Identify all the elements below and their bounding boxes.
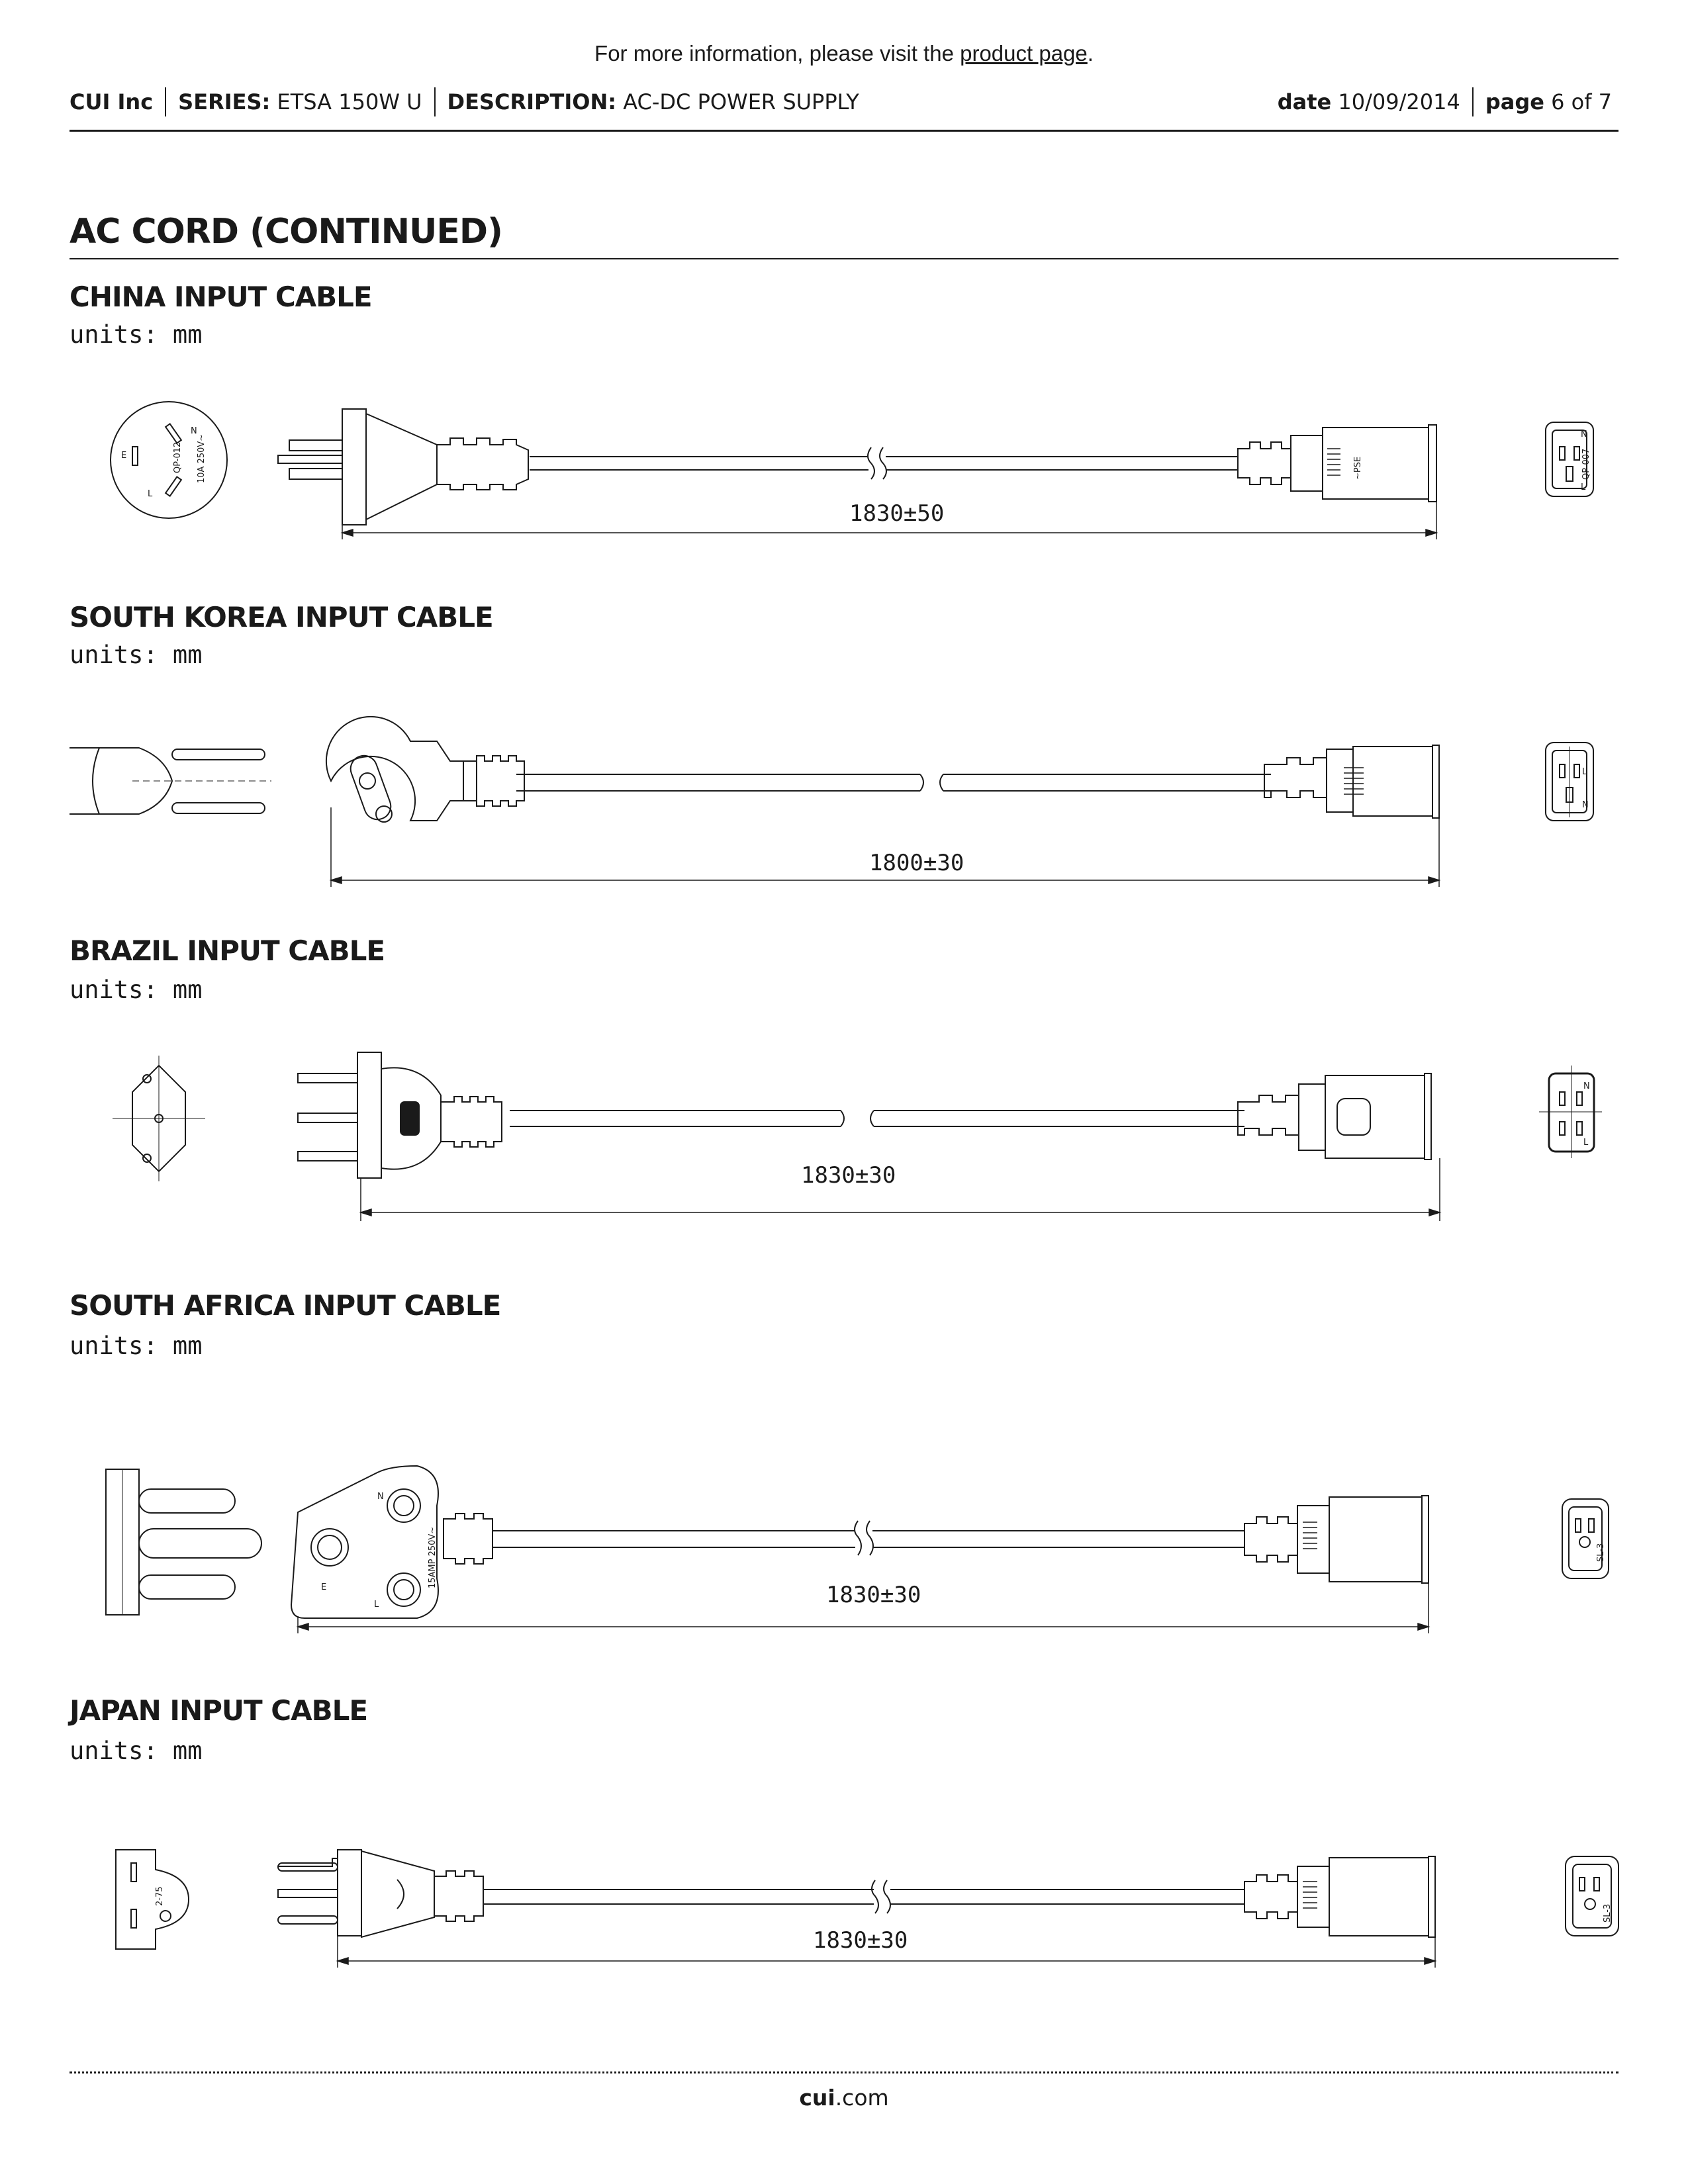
china-face-label-e: E	[121, 451, 127, 461]
south-africa-cord	[493, 1521, 1244, 1555]
china-face-label-n: N	[191, 426, 197, 436]
japan-cable-title: JAPAN INPUT CABLE	[70, 1694, 368, 1727]
brazil-iec-connector	[1238, 1073, 1431, 1160]
japan-cable-drawing	[0, 1823, 1688, 1995]
china-conn-label-n: N	[1581, 430, 1587, 439]
top-note	[0, 41, 1688, 66]
brazil-dimension: 1830±30	[801, 1162, 896, 1189]
south-africa-units: units: mm	[70, 1332, 203, 1360]
header-divider	[434, 87, 436, 116]
sa-face-label-e: E	[321, 1582, 327, 1592]
south-africa-iec-connector	[1244, 1496, 1429, 1583]
china-conn-label-model: QP-007	[1581, 448, 1591, 480]
korea-units: units: mm	[70, 641, 203, 669]
japan-face-label: 2-75	[155, 1886, 165, 1906]
description-label: DESCRIPTION:	[447, 89, 617, 114]
header-divider	[1472, 87, 1474, 116]
product-page-link[interactable]: product page	[960, 41, 1088, 66]
korea-connector-face	[1546, 743, 1593, 821]
china-cable-drawing	[0, 384, 1688, 556]
korea-plug-body	[326, 717, 524, 823]
south-africa-connector-face	[1562, 1499, 1609, 1578]
japan-plug-face	[116, 1850, 189, 1949]
china-plug-face	[111, 402, 227, 518]
footer	[0, 2085, 1688, 2111]
brazil-conn-label-l: L	[1583, 1138, 1589, 1148]
section-rule	[70, 258, 1618, 259]
china-face-label-model: QP-012	[173, 441, 183, 473]
south-africa-plug-body	[291, 1466, 492, 1618]
japan-cord	[483, 1880, 1244, 1913]
sa-face-label-n: N	[377, 1492, 384, 1502]
date-value: 10/09/2014	[1338, 89, 1460, 114]
japan-plug-body	[278, 1850, 483, 1937]
korea-cable-drawing	[0, 708, 1688, 893]
china-iec-connector	[1238, 425, 1436, 502]
japan-iec-connector	[1244, 1856, 1435, 1937]
china-face-label-l: L	[148, 489, 153, 499]
brazil-dimension-line	[361, 1158, 1440, 1221]
header-divider	[165, 87, 166, 116]
footer-suffix: .com	[835, 2085, 889, 2111]
japan-connector-face	[1566, 1856, 1618, 1936]
description-value: AC-DC POWER SUPPLY	[623, 89, 859, 114]
brazil-units: units: mm	[70, 976, 203, 1004]
sa-conn-label: SL-3	[1596, 1543, 1606, 1562]
south-africa-cable-title: SOUTH AFRICA INPUT CABLE	[70, 1289, 501, 1322]
header-rule	[70, 130, 1618, 132]
page-label: page	[1485, 89, 1544, 114]
brazil-connector-face	[1539, 1066, 1602, 1158]
japan-conn-label: SL-3	[1603, 1903, 1613, 1923]
footer-brand: cui	[799, 2085, 835, 2111]
brazil-cable-drawing	[0, 1039, 1688, 1231]
page-header	[70, 87, 1618, 126]
japan-units: units: mm	[70, 1737, 203, 1765]
section-title: AC CORD (CONTINUED)	[70, 212, 502, 251]
brazil-cord	[510, 1111, 1244, 1126]
sa-face-label-l: L	[374, 1600, 379, 1610]
brazil-plug-face	[113, 1056, 205, 1181]
japan-dimension: 1830±30	[813, 1927, 908, 1954]
china-connector-face	[1546, 422, 1593, 496]
south-africa-cable-drawing	[0, 1449, 1688, 1648]
korea-conn-label-n: N	[1582, 800, 1589, 810]
china-plug-body	[278, 409, 528, 525]
korea-cord	[516, 774, 1271, 791]
top-note-suffix: .	[1087, 41, 1094, 66]
china-head-label: ~PSE	[1353, 456, 1363, 480]
sa-face-label-rating: 15AMP 250V~	[428, 1526, 438, 1588]
series-value: ETSA 150W U	[277, 89, 422, 114]
page-value: 6 of 7	[1551, 89, 1612, 114]
date-label: date	[1277, 89, 1332, 114]
brazil-plug-body	[298, 1052, 502, 1178]
china-cord	[530, 447, 1238, 479]
south-africa-dimension: 1830±30	[826, 1582, 921, 1608]
series-label: SERIES:	[178, 89, 271, 114]
china-conn-label-l: L	[1581, 482, 1586, 492]
korea-conn-label-l: L	[1582, 767, 1587, 777]
korea-plug-side	[70, 748, 271, 814]
footer-rule	[70, 2071, 1618, 2073]
korea-cable-title: SOUTH KOREA INPUT CABLE	[70, 601, 493, 633]
brazil-cable-title: BRAZIL INPUT CABLE	[70, 934, 385, 967]
company-name: CUI Inc	[70, 89, 154, 114]
brazil-conn-label-n: N	[1583, 1081, 1590, 1091]
top-note-text: For more information, please visit the	[594, 41, 961, 66]
korea-iec-connector	[1264, 745, 1439, 818]
korea-dimension: 1800±30	[869, 850, 964, 876]
china-dimension: 1830±50	[849, 500, 945, 527]
china-cable-title: CHINA INPUT CABLE	[70, 281, 372, 313]
china-face-label-rating: 10A 250V~	[197, 433, 207, 483]
china-units: units: mm	[70, 320, 203, 349]
south-africa-plug-side	[106, 1469, 261, 1615]
